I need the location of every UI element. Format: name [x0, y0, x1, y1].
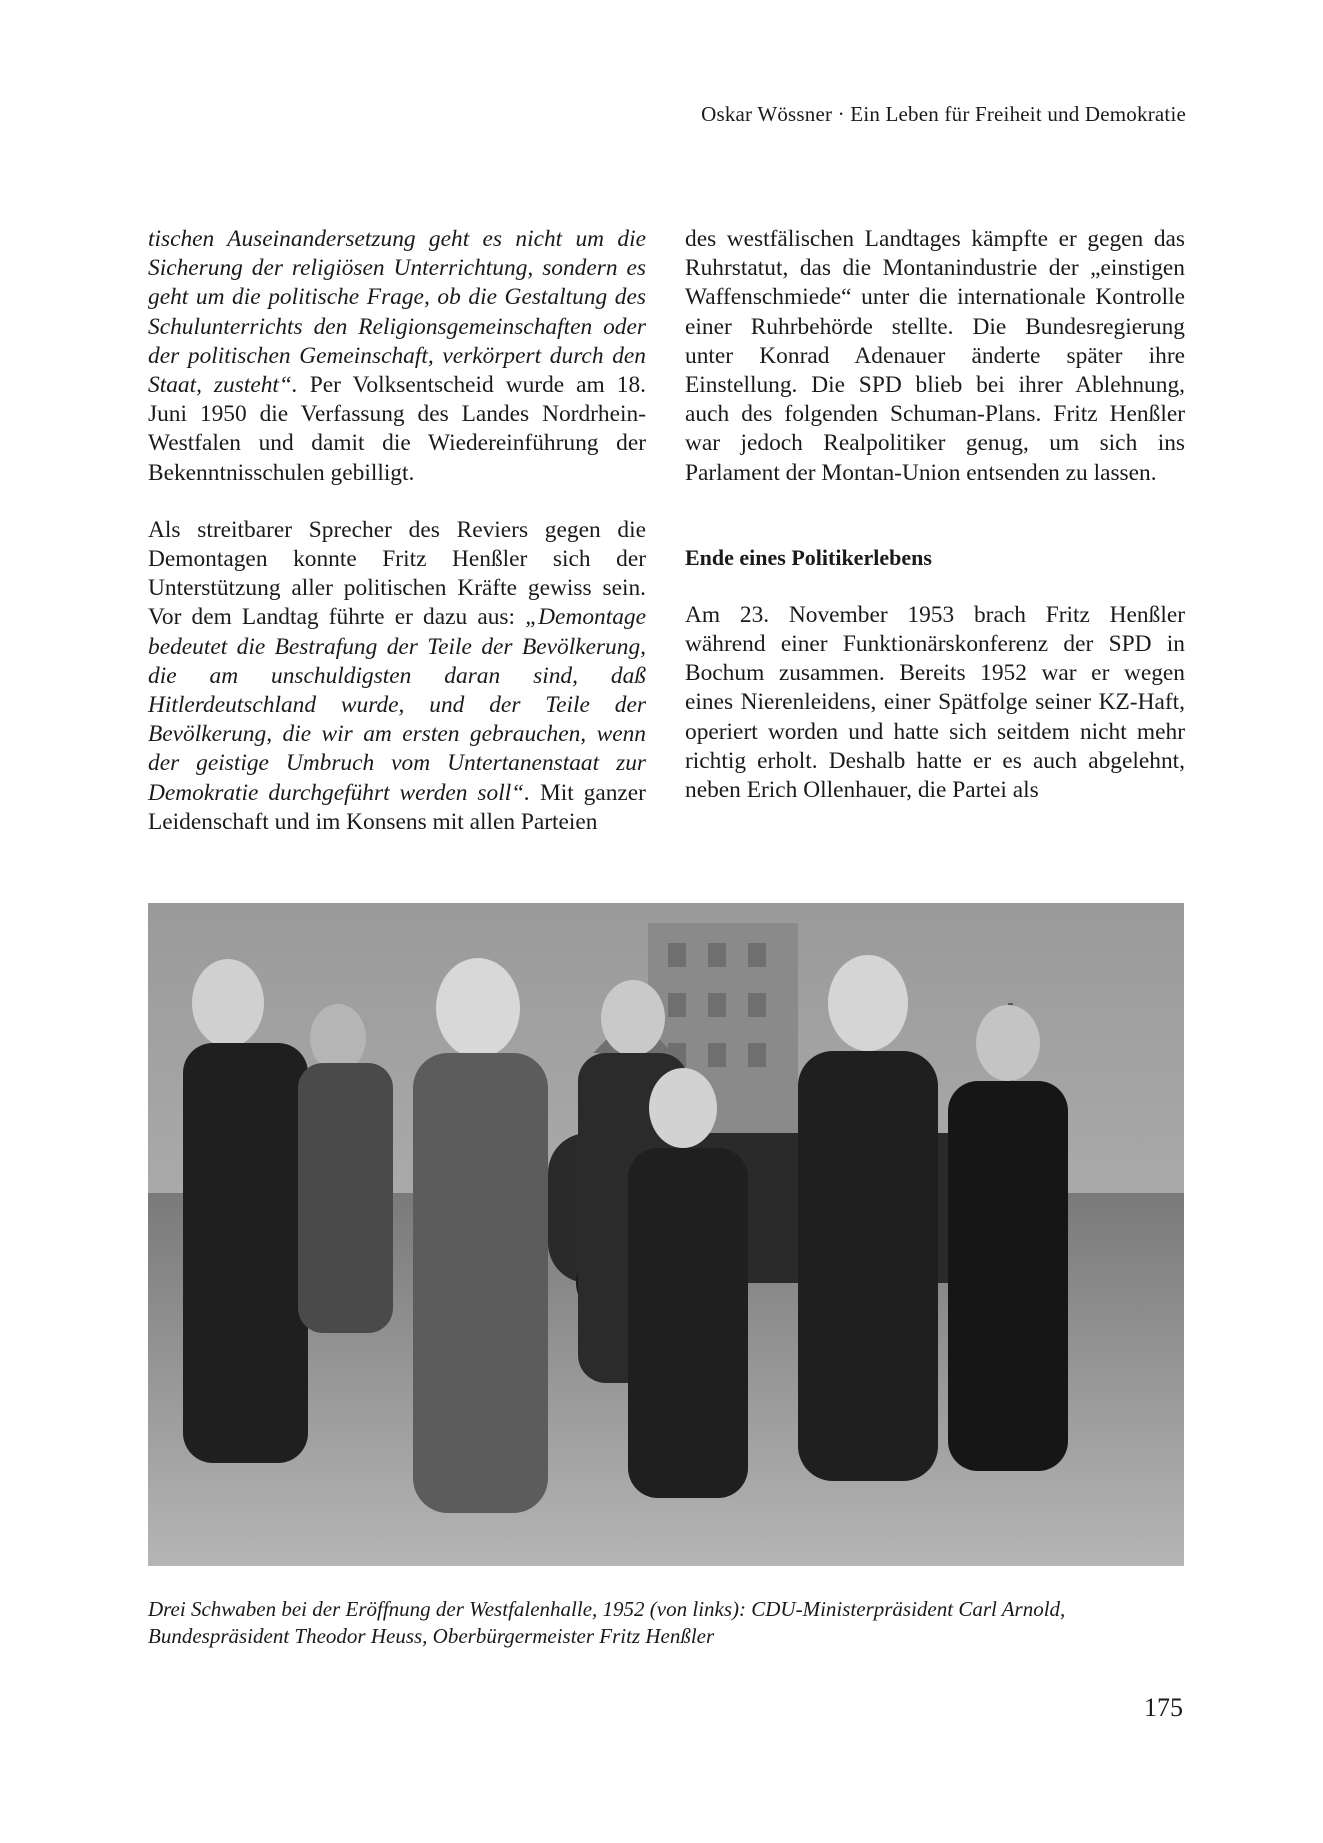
paragraph-text: Als streitbarer Sprecher des Reviers gegen die Demontagen konnte Fritz Henßler sich der Unterstützung aller politischen Kräfte gewiss sein. Vor dem Landtag führte er dazu aus:	[148, 516, 646, 631]
left-column	[148, 225, 646, 837]
right-column	[685, 225, 1185, 805]
caption-line: Drei Schwaben bei der Eröffnung der Westfalenhalle, 1952 (von links): CDU-Ministerpräsident Carl Arnold,	[148, 1597, 1066, 1621]
paragraph-text: Per Volksentscheid wurde am 18. Juni 1950 die Verfassung des Landes Nordrhein-Westfalen und damit die Wiedereinführung der Bekenntnisschulen gebilligt.	[148, 372, 646, 486]
paragraph: des westfälischen Landtages kämpfte er gegen das Ruhrstatut, das die Montanindustrie der „einstigen Waffenschmiede“ unter die internationale Kontrolle einer Ruhrbehörde stellte. Die Bundesregierung unter Konrad Adenauer änderte später ihre Einstellung. Die SPD blieb bei ihrer Ablehnung, auch des folgenden Schuman-Plans. Fritz Henßler war jedoch Realpolitiker genug, um sich ins Parlament der Montan-Union entsenden zu lassen.	[685, 226, 1185, 486]
paragraph: Am 23. November 1953 brach Fritz Henßler während einer Funktionärskonferenz der SPD in Bochum zusammen. Bereits 1952 war er wegen eines Nierenleidens, einer Spätfolge seiner KZ-Haft, operiert worden und hatte sich seitdem nicht mehr richtig erholt. Deshalb hatte er es auch abgelehnt, neben Erich Ollenhauer, die Partei als	[685, 601, 1185, 804]
quote-italic: tischen Auseinandersetzung geht es nicht um die Sicherung der religiösen Unterrichtung, sondern es geht um die politische Frage, ob die Gestaltung des Schulunterrichts den Religionsgemeinschaften oder der politischen Gemeinschaft, verkörpert durch den Staat, zusteht“.	[148, 226, 646, 399]
photo-illustration	[148, 903, 1184, 1566]
paragraph	[148, 225, 646, 488]
caption-line: Bundespräsident Theodor Heuss, Oberbürgermeister Fritz Henßler	[148, 1624, 715, 1648]
historical-photograph	[148, 903, 1184, 1566]
page-number: 175	[1144, 1693, 1183, 1722]
quote-italic: „Demontage bedeutet die Bestrafung der Teile der Bevölkerung, die am unschuldigsten daran sind, daß Hitlerdeutschland wurde, und der Teile der Bevölkerung, die wir am ersten gebrauchen, wenn der geistige Umbruch vom Untertanenstaat zur Demokratie durchgeführt werden soll“.	[148, 604, 646, 806]
figure-caption	[148, 1596, 1188, 1650]
running-head: Oskar Wössner · Ein Leben für Freiheit und Demokratie	[701, 102, 1186, 126]
paragraph-text: Mit ganzer Leidenschaft und im Konsens mit allen Parteien	[148, 779, 646, 835]
paragraph	[148, 516, 646, 837]
section-heading: Ende eines Politikerlebens	[685, 544, 932, 570]
